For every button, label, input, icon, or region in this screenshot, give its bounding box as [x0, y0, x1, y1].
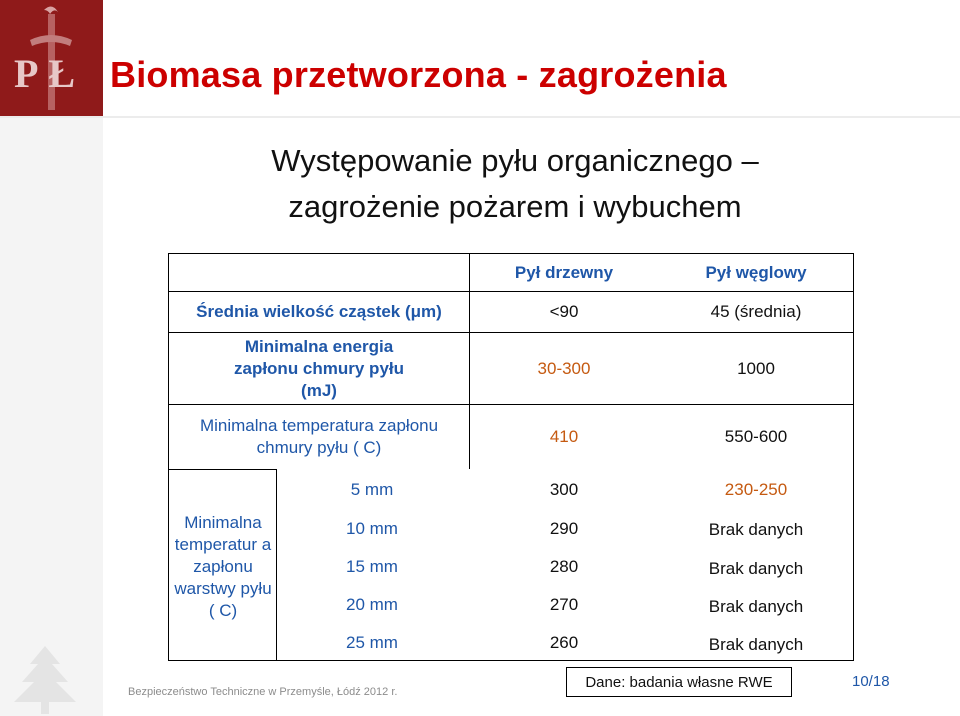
- cell-coal-particle-size: 45 (średnia): [710, 302, 802, 321]
- tree-icon: [0, 640, 90, 716]
- row-label-particle-size: Średnia wielkość cząstek (μm): [196, 302, 442, 321]
- layer-wood-value: 270: [549, 595, 579, 614]
- slide-subtitle: [175, 138, 855, 230]
- cell-wood-particle-size: <90: [549, 302, 579, 321]
- column-header-wood: Pył drzewny: [514, 262, 614, 282]
- layer-wood-value: 290: [549, 519, 579, 538]
- column-header-coal: Pył węglowy: [705, 262, 807, 282]
- row-label-cloud-ignition-temp: Minimalna temperatura zapłonu chmury pyłu ( C): [199, 416, 439, 457]
- footer-text: Bezpieczeństwo Techniczne w Przemyśle, Łódź 2012 r.: [128, 686, 398, 698]
- slide-title: Biomasa przetworzona - zagrożenia: [110, 54, 727, 95]
- layer-coal-value: Brak danych: [708, 559, 804, 578]
- layer-wood-value: 280: [549, 557, 579, 576]
- cell-wood-ignition-energy: 30-300: [537, 358, 591, 378]
- title-divider: [0, 116, 960, 118]
- subtitle-line-2: zagrożenie pożarem i wybuchem: [288, 189, 742, 224]
- layer-coal-value: Brak danych: [708, 520, 804, 539]
- layer-thickness: 10 mm: [346, 519, 398, 538]
- layer-thickness: 5 mm: [350, 480, 394, 499]
- dust-properties-table: [168, 253, 854, 661]
- cell-coal-cloud-ignition-temp: 550-600: [724, 427, 788, 446]
- layer-coal-value: Brak danych: [708, 635, 804, 654]
- layer-thickness: 20 mm: [346, 595, 398, 614]
- layer-thickness: 15 mm: [346, 557, 398, 576]
- layer-wood-value: 300: [549, 480, 579, 499]
- cell-wood-cloud-ignition-temp: 410: [549, 427, 579, 446]
- table-gridline: [169, 469, 276, 470]
- cell-coal-ignition-energy: 1000: [737, 358, 775, 378]
- data-source-box: Dane: badania własne RWE: [566, 667, 792, 697]
- university-logo: [0, 0, 103, 116]
- logo-text: PŁ: [14, 51, 86, 96]
- layer-coal-value: 230-250: [724, 480, 788, 499]
- page-number: 10/18: [852, 673, 890, 690]
- layer-wood-value: 260: [549, 633, 579, 652]
- layer-thickness: 25 mm: [346, 633, 398, 652]
- subtitle-line-1: Występowanie pyłu organicznego –: [271, 143, 759, 178]
- layer-coal-value: Brak danych: [708, 597, 804, 616]
- row-label-layer-ignition-temp: Minimalna temperatur a zapłonu warstwy pyłu ( C): [174, 513, 272, 620]
- row-label-ignition-energy: Minimalna energia zapłonu chmury pyłu (mJ): [233, 336, 405, 400]
